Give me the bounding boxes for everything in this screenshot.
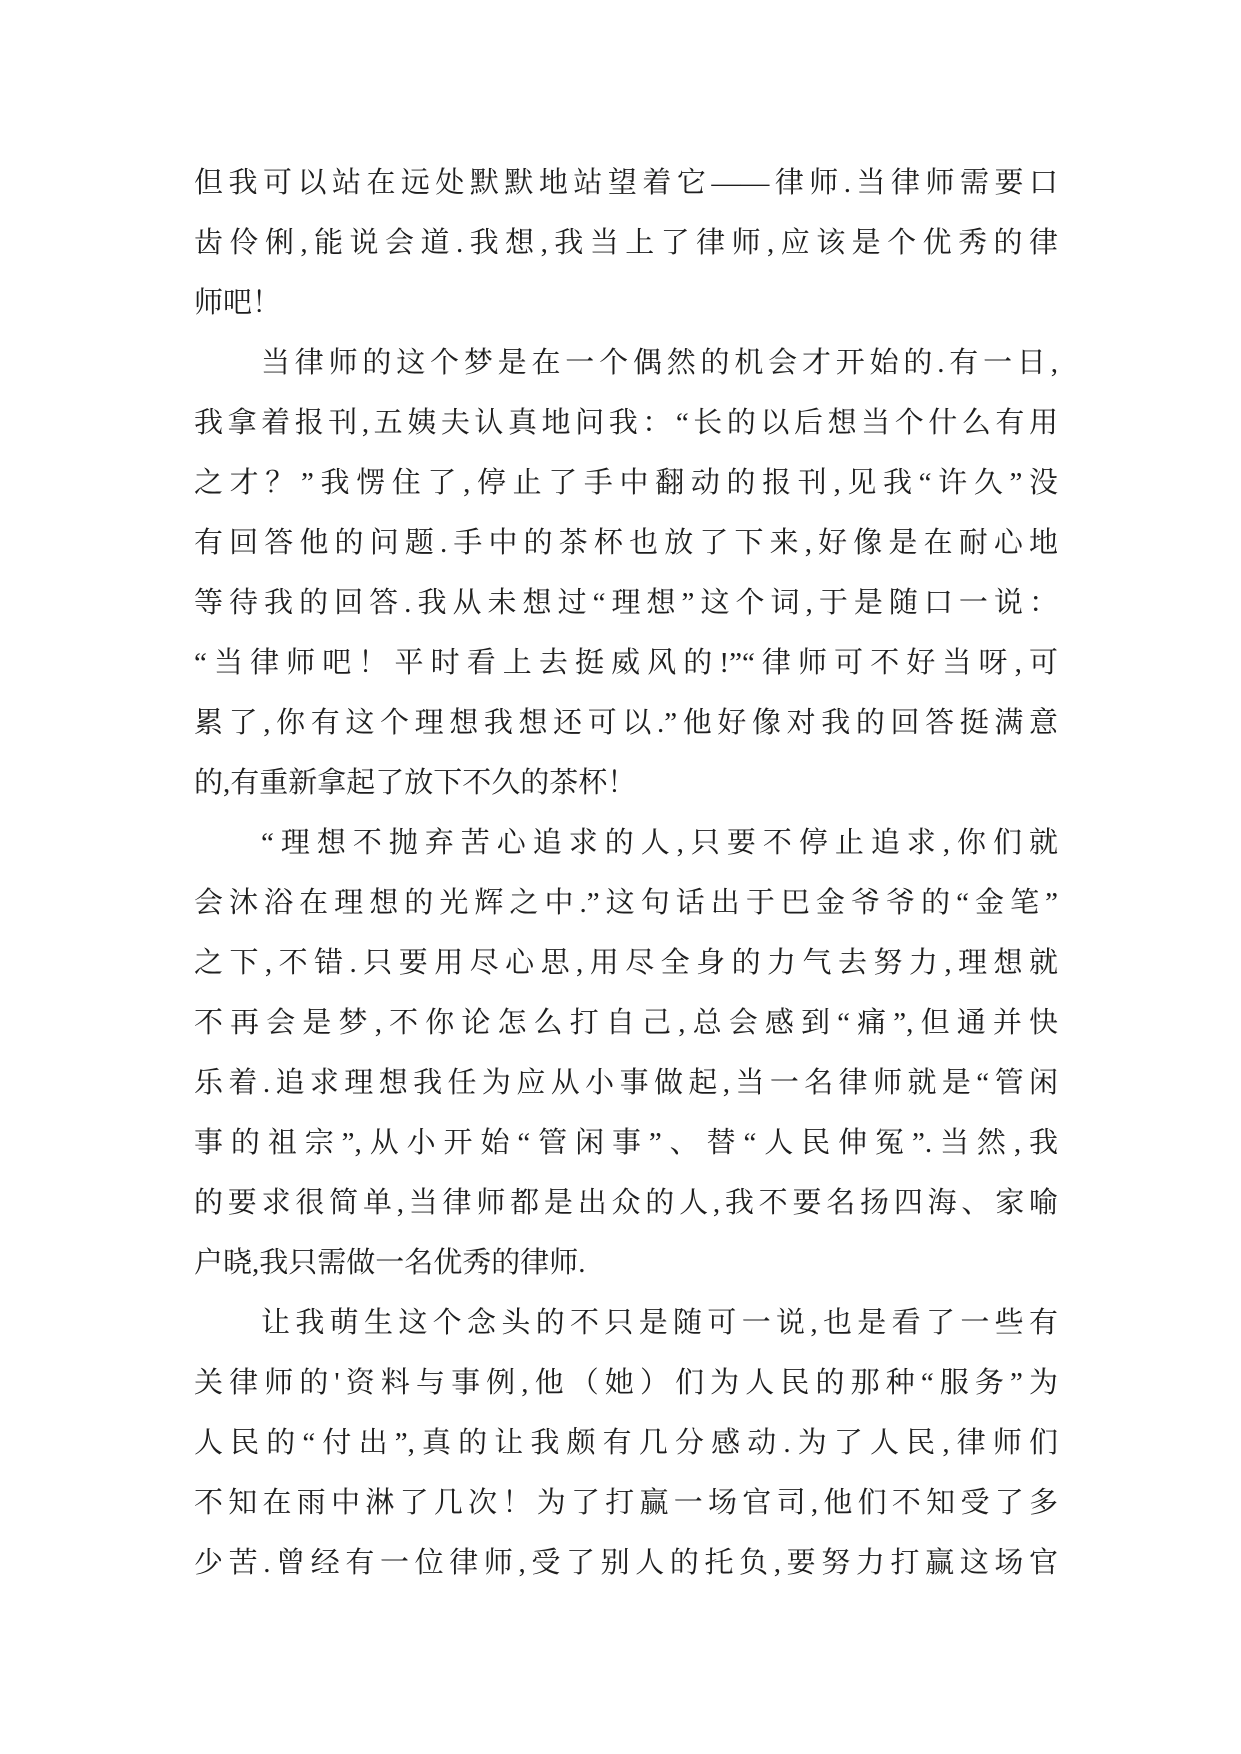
text-line: “当律师吧！平时看上去挺威风的!”“律师可不好当呀,可 xyxy=(194,647,1058,679)
text-line: 当律师的这个梦是在一个偶然的机会才开始的.有一日, xyxy=(261,347,1058,379)
text-line: 但我可以站在远处默默地站望着它——律师.当律师需要口 xyxy=(194,167,1058,199)
text-line: 师吧！ xyxy=(194,287,282,319)
text-line: 等待我的回答.我从未想过“理想”这个词,于是随口一说： xyxy=(194,587,1058,619)
text-line: 会沐浴在理想的光辉之中.”这句话出于巴金爷爷的“金笔” xyxy=(194,887,1058,919)
text-line: 户晓,我只需做一名优秀的律师. xyxy=(194,1247,586,1279)
paragraph xyxy=(194,1293,1058,1593)
text-line: 之下,不错.只要用尽心思,用尽全身的力气去努力,理想就 xyxy=(194,947,1058,979)
text-line: 人民的“付出”,真的让我颇有几分感动.为了人民,律师们 xyxy=(194,1427,1058,1459)
text-line: 乐着.追求理想我任为应从小事做起,当一名律师就是“管闲 xyxy=(194,1067,1058,1099)
text-line: 不再会是梦,不你论怎么打自己,总会感到“痛”,但通并快 xyxy=(194,1007,1058,1039)
paragraph xyxy=(194,333,1058,813)
text-line: “理想不抛弃苦心追求的人,只要不停止追求,你们就 xyxy=(261,827,1058,859)
text-line: 的,有重新拿起了放下不久的茶杯！ xyxy=(194,767,637,799)
text-line: 累了,你有这个理想我想还可以.”他好像对我的回答挺满意 xyxy=(194,707,1058,739)
text-line: 关律师的'资料与事例,他（她）们为人民的那种“服务”为 xyxy=(194,1367,1058,1399)
text-line: 我拿着报刊,五姨夫认真地问我：“长的以后想当个什么有用 xyxy=(194,407,1058,439)
text-line: 有回答他的问题.手中的茶杯也放了下来,好像是在耐心地 xyxy=(194,527,1058,559)
text-line: 的要求很简单,当律师都是出众的人,我不要名扬四海、家喻 xyxy=(194,1187,1058,1219)
text-line: 事的祖宗”,从小开始“管闲事”、替“人民伸冤”.当然,我 xyxy=(194,1127,1058,1159)
paragraph xyxy=(194,153,1058,333)
text-line: 少苦.曾经有一位律师,受了别人的托负,要努力打赢这场官 xyxy=(194,1547,1058,1579)
body-text xyxy=(194,153,1058,1593)
paragraph xyxy=(194,813,1058,1293)
text-line: 不知在雨中淋了几次！为了打赢一场官司,他们不知受了多 xyxy=(194,1487,1058,1519)
text-line: 之才？”我愣住了,停止了手中翻动的报刊,见我“许久”没 xyxy=(194,467,1058,499)
text-line: 齿伶俐,能说会道.我想,我当上了律师,应该是个优秀的律 xyxy=(194,227,1058,259)
text-line: 让我萌生这个念头的不只是随可一说,也是看了一些有 xyxy=(261,1307,1058,1339)
